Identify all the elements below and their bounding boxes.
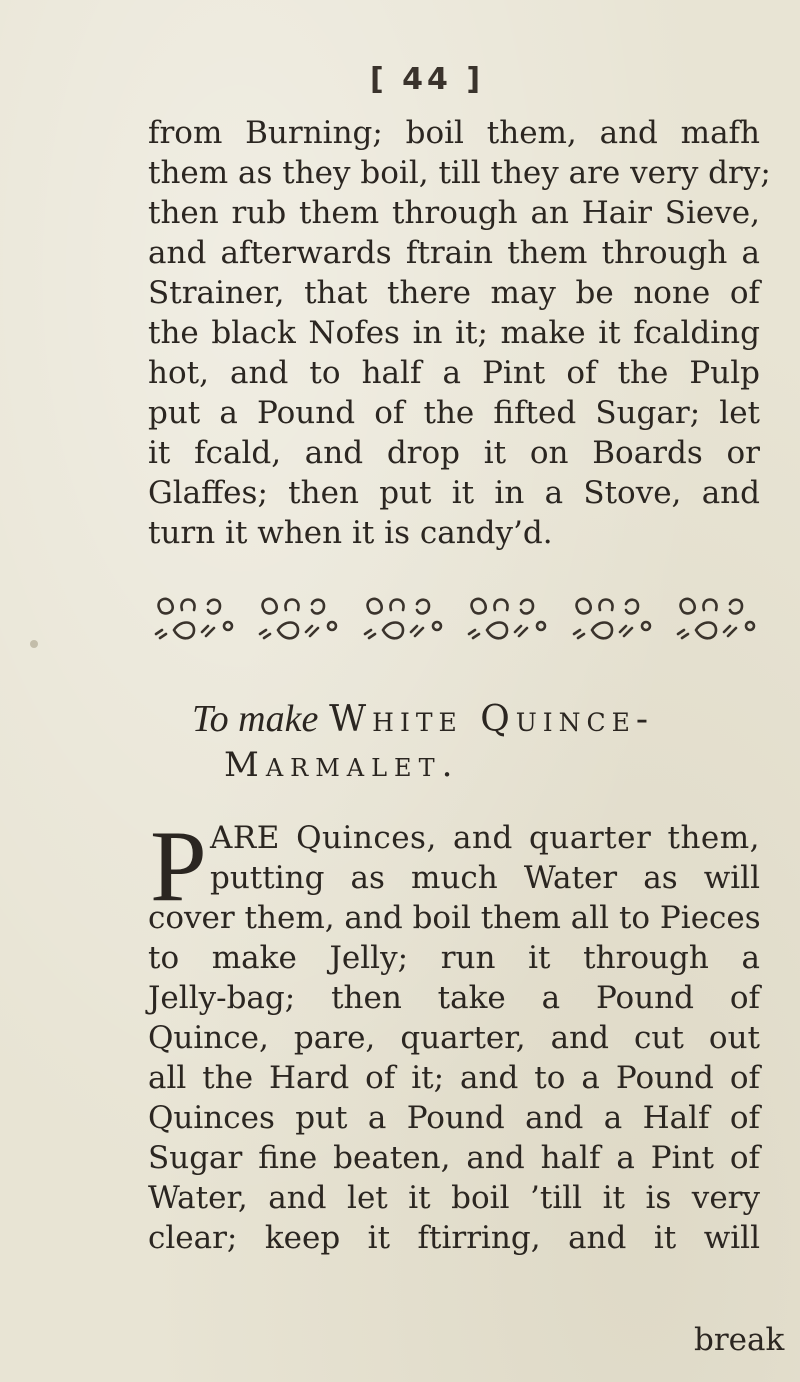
text-line: Glaffes; then put it in a Stove, and	[148, 475, 760, 511]
text-line: and afterwards ftrain them through a	[148, 235, 760, 271]
fleuron-ornament-icon	[150, 590, 240, 648]
text-line: clear; keep it ftirring, and it will	[148, 1220, 760, 1256]
text-line: Quinces put a Pound and a Half of	[148, 1100, 760, 1136]
text-line: Strainer, that there may be none of	[148, 275, 760, 311]
catchword: break	[694, 1322, 785, 1358]
text-line: Quince, pare, quarter, and cut out	[148, 1020, 760, 1056]
text-line: the black Nofes in it; make it fcalding	[148, 315, 760, 351]
heading-italic-part: To make	[192, 698, 319, 740]
fleuron-ornament-icon	[463, 590, 553, 648]
text-line: ARE Quinces, and quarter them,	[210, 820, 760, 856]
text-line: Jelly-bag; then take a Pound of	[148, 980, 760, 1016]
text-line: turn it when it is candy’d.	[148, 515, 553, 551]
text-line: them as they boil, till they are very dry;	[148, 155, 771, 191]
paragraph-quince-recipe	[148, 810, 761, 1258]
fleuron-ornament-icon	[568, 590, 658, 648]
text-line: it fcald, and drop it on Boards or	[148, 435, 760, 471]
text-line: from Burning; boil them, and mafh	[148, 115, 760, 151]
decorative-ornament-border	[150, 590, 762, 648]
text-line: cover them, and boil them all to Pieces	[148, 900, 761, 936]
heading-line-2: Marmalet.	[224, 745, 460, 785]
paragraph-burning-instructions	[148, 113, 771, 553]
text-line: Sugar fine beaten, and half a Pint of	[148, 1140, 760, 1176]
recipe-heading	[192, 696, 772, 787]
text-line: putting as much Water as will	[210, 860, 760, 896]
text-line: put a Pound of the fifted Sugar; let	[148, 395, 760, 431]
fleuron-ornament-icon	[672, 590, 762, 648]
fleuron-ornament-icon	[359, 590, 449, 648]
paper-stain	[30, 640, 38, 648]
page-number: [ 44 ]	[370, 62, 485, 97]
text-line: Water, and let it boil ’till it is very	[148, 1180, 760, 1216]
text-line: then rub them through an Hair Sieve,	[148, 195, 760, 231]
heading-line-1	[192, 696, 772, 743]
heading-caps-part: White Quince-	[329, 699, 655, 740]
text-line: hot, and to half a Pint of the Pulp	[148, 355, 760, 391]
drop-cap-initial: P	[150, 810, 207, 923]
fleuron-ornament-icon	[254, 590, 344, 648]
text-line: to make Jelly; run it through a	[148, 940, 760, 976]
text-line: all the Hard of it; and to a Pound of	[148, 1060, 760, 1096]
